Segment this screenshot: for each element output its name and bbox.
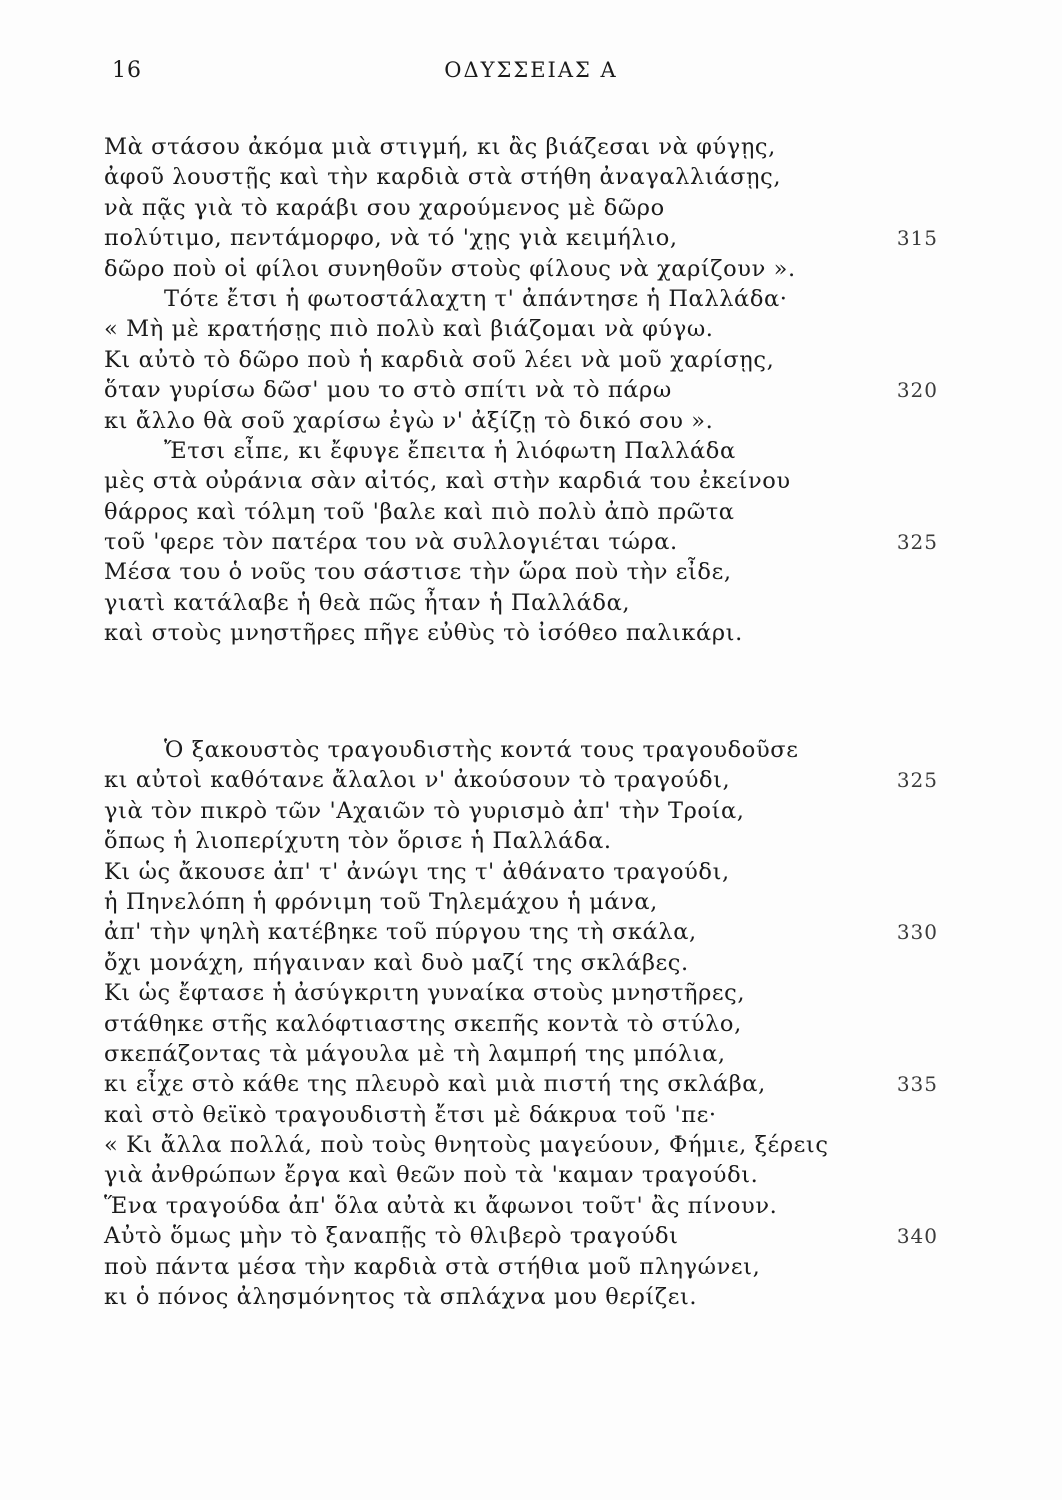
line-number: 325 (896, 768, 938, 793)
verse-text: Κι αὐτὸ τὸ δῶρο ποὺ ἡ καρδιὰ σοῦ λέει νὰ μοῦ χαρίσῃς, (104, 346, 775, 373)
verse-text: Ὁ ξακουστὸς τραγουδιστὴς κοντά τους τραγουδοῦσε (164, 737, 799, 763)
verse-line (104, 887, 944, 917)
verse-line (104, 826, 944, 856)
verse-text: ὄχι μονάχη, πήγαιναν καὶ δυὸ μαζί της σκλάβες. (104, 949, 689, 976)
verse-line (104, 1009, 944, 1039)
verse-line (104, 917, 944, 947)
verse-text: στάθηκε στῆς καλόφτιαστης σκεπῆς κοντὰ τὸ στύλο, (104, 1010, 742, 1037)
verse-line (104, 1039, 944, 1069)
verse-line (104, 345, 944, 375)
verse-text: Μέσα του ὁ νοῦς του σάστισε τὴν ὥρα ποὺ τὴν εἶδε, (104, 559, 732, 586)
verse-text: ἀπ' τὴν ψηλὴ κατέβηκε τοῦ πύργου της τὴ σκάλα, (104, 919, 697, 946)
verse-line (104, 466, 944, 496)
verse-line (104, 436, 944, 466)
verse-text: ὅπως ἡ λιοπερίχυτη τὸν ὅρισε ἡ Παλλάδα. (104, 828, 612, 855)
verse-line (104, 1130, 944, 1160)
verse-line (104, 618, 944, 648)
verse-text: Ἔτσι εἶπε, κι ἔφυγε ἔπειτα ἡ λιόφωτη Παλλάδα (164, 437, 736, 464)
verse-line (104, 1191, 944, 1221)
verse-line (104, 1100, 944, 1130)
verse-text: Μὰ στάσου ἀκόμα μιὰ στιγμή, κι ἂς βιάζεσαι νὰ φύγῃς, (104, 134, 776, 160)
verse-line (104, 857, 944, 887)
verse-text: Ἕνα τραγούδα ἀπ' ὅλα αὐτὰ κι ἄφωνοι τοῦτ' ἂς πίνουν. (104, 1192, 778, 1219)
verse-text: καὶ στὸ θεϊκὸ τραγουδιστὴ ἔτσι μὲ δάκρυα τοῦ 'πε· (104, 1101, 717, 1128)
verse-text: νὰ πᾷς γιὰ τὸ καράβι σου χαρούμενος μὲ δῶρο (104, 194, 665, 221)
verse-line (104, 588, 944, 618)
verse-line (104, 1160, 944, 1190)
verse-text: τοῦ 'φερε τὸν πατέρα του νὰ συλλογιέται τώρα. (104, 529, 678, 556)
verse-text: πολύτιμο, πεντάμορφο, νὰ τό 'χῃς γιὰ κειμήλιο, (104, 225, 678, 252)
verse-text: « Μὴ μὲ κρατήσῃς πιὸ πολὺ καὶ βιάζομαι νὰ φύγω. (104, 316, 714, 343)
verse-text: Τότε ἔτσι ἡ φωτοστάλαχτη τ' ἀπάντησε ἡ Παλλάδα· (164, 285, 788, 312)
verse-text: μὲς στὰ οὐράνια σὰν αἰτός, καὶ στὴν καρδιά του ἐκείνου (104, 468, 791, 495)
verse-text: γιατὶ κατάλαβε ἡ θεὰ πῶς ἦταν ἡ Παλλάδα, (104, 589, 631, 616)
page-number: 16 (112, 58, 142, 83)
verse-stanza (104, 735, 944, 1312)
verse-line (104, 223, 944, 253)
verse-text: ὅταν γυρίσω δῶσ' μου το στὸ σπίτι νὰ τὸ πάρω (104, 377, 672, 404)
verse-text: Αὐτὸ ὅμως μὴν τὸ ξαναπῇς τὸ θλιβερὸ τραγούδι (104, 1223, 679, 1250)
verse-text: καὶ στοὺς μνηστῆρες πῆγε εὐθὺς τὸ ἰσόθεο παλικάρι. (104, 620, 743, 647)
line-number: 335 (896, 1072, 938, 1097)
line-number: 340 (896, 1224, 938, 1249)
line-number: 325 (896, 530, 938, 555)
verse-line (104, 284, 944, 314)
verse-text: ἡ Πηνελόπη ἡ φρόνιμη τοῦ Τηλεμάχου ἡ μάνα, (104, 888, 658, 915)
verse-line (104, 132, 944, 162)
verse-text: γιὰ ἀνθρώπων ἔργα καὶ θεῶν ποὺ τὰ 'καμαν τραγούδι. (104, 1162, 759, 1189)
verse-line (104, 1069, 944, 1099)
verse-stanza (104, 132, 944, 649)
verse-line (104, 978, 944, 1008)
line-number: 320 (896, 378, 938, 403)
verse-line (104, 527, 944, 557)
verse-line (104, 193, 944, 223)
line-number: 315 (896, 226, 938, 251)
verse-line (104, 1221, 944, 1251)
verse-line (104, 557, 944, 587)
book-title: ΟΔΥΣΣΕΙΑΣ Α (444, 58, 618, 82)
verse-line (104, 162, 944, 192)
verse-text: « Κι ἄλλα πολλά, ποὺ τοὺς θνητοὺς μαγεύουν, Φήμιε, ξέρεις (104, 1132, 829, 1159)
line-number: 330 (896, 920, 938, 945)
verse-text: ἀφοῦ λουστῇς καὶ τὴν καρδιὰ στὰ στήθη ἀναγαλλιάσῃς, (104, 164, 782, 191)
verse-text: γιὰ τὸν πικρὸ τῶν 'Αχαιῶν τὸ γυρισμὸ ἀπ' τὴν Τροία, (104, 797, 745, 824)
verse-text: κι ὁ πόνος ἀλησμόνητος τὰ σπλάχνα μου θερίζει. (104, 1284, 698, 1311)
verse-text: σκεπάζοντας τὰ μάγουλα μὲ τὴ λαμπρή της μπόλια, (104, 1040, 726, 1067)
verse-text: ποὺ πάντα μέσα τὴν καρδιὰ στὰ στήθια μοῦ πληγώνει, (104, 1253, 761, 1280)
verse-line (104, 375, 944, 405)
verse-line (104, 735, 944, 765)
verse-text: Κι ὡς ἄκουσε ἀπ' τ' ἀνώγι της τ' ἀθάνατο τραγούδι, (104, 858, 730, 885)
verse-line (104, 1282, 944, 1312)
verse-line (104, 314, 944, 344)
verse-line (104, 765, 944, 795)
verse-line (104, 1252, 944, 1282)
verse-text: κι αὐτοὶ καθότανε ἄλαλοι ν' ἀκούσουν τὸ τραγούδι, (104, 767, 731, 794)
verse-line (104, 406, 944, 436)
verse-text: δῶρο ποὺ οἱ φίλοι συνηθοῦν στοὺς φίλους νὰ χαρίζουν ». (104, 255, 796, 282)
verse-line (104, 796, 944, 826)
verse-line (104, 254, 944, 284)
verse-line (104, 948, 944, 978)
verse-line (104, 497, 944, 527)
running-head (0, 58, 1062, 94)
verse-text: θάρρος καὶ τόλμη τοῦ 'βαλε καὶ πιὸ πολὺ ἀπὸ πρῶτα (104, 498, 735, 525)
verse-text: κι ἄλλο θὰ σοῦ χαρίσω ἐγὼ ν' ἀξίζῃ τὸ δικό σου ». (104, 407, 714, 434)
verse-text: κι εἶχε στὸ κάθε της πλευρὸ καὶ μιὰ πιστή της σκλάβα, (104, 1071, 766, 1098)
verse-text: Κι ὡς ἔφτασε ἡ ἀσύγκριτη γυναίκα στοὺς μνηστῆρες, (104, 980, 746, 1007)
